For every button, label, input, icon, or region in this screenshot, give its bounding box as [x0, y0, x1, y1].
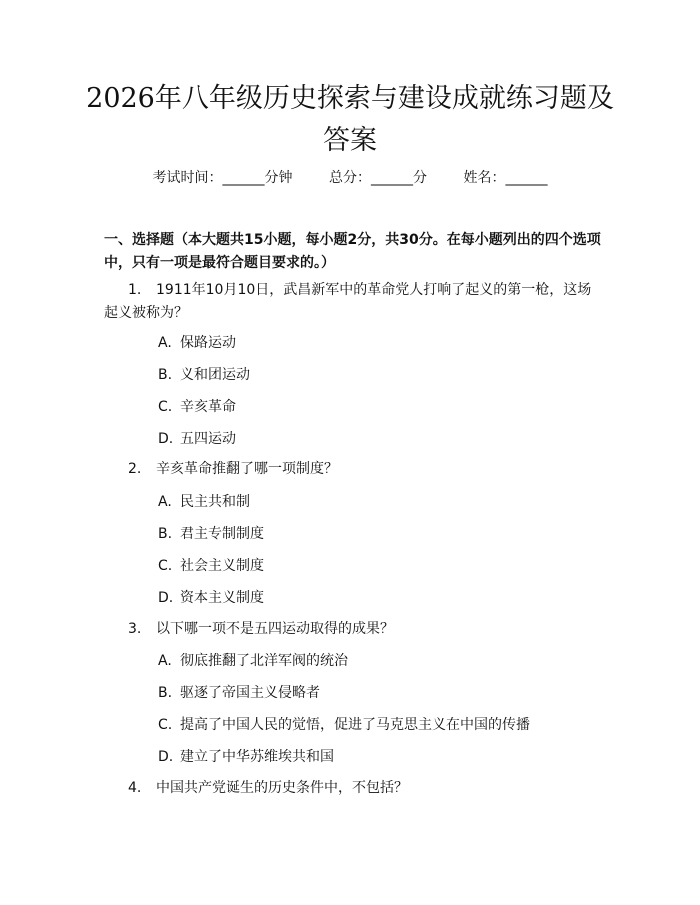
option-letter: D.	[158, 431, 174, 447]
question-number: 1.	[128, 282, 142, 298]
option-text: 资本主义制度	[180, 590, 264, 606]
option-text: 义和团运动	[180, 367, 250, 383]
option-letter: C.	[158, 717, 173, 733]
question-1-option-a	[158, 333, 598, 353]
option-text: 保路运动	[180, 335, 236, 351]
question-number: 2.	[128, 461, 142, 477]
page-title	[70, 78, 630, 162]
question-text: 中国共产党诞生的历史条件中，不包括？	[156, 780, 408, 796]
option-text: 彻底推翻了北洋军阀的统治	[180, 653, 348, 669]
option-text: 社会主义制度	[180, 558, 264, 574]
question-2-option-d	[158, 588, 598, 608]
question-number: 3.	[128, 621, 142, 637]
question-4	[104, 777, 600, 800]
question-1	[104, 279, 600, 325]
option-text: 辛亥革命	[180, 399, 236, 415]
total-score-field: 总分：______分	[329, 170, 427, 186]
question-2-option-a	[158, 492, 598, 512]
option-letter: B.	[158, 526, 173, 542]
question-2-option-b	[158, 524, 598, 544]
option-text: 民主共和制	[180, 494, 250, 510]
question-text: 1911年10月10日，武昌新军中的革命党人打响了起义的第一枪，这场起义被称为？	[104, 282, 592, 321]
option-letter: C.	[158, 399, 173, 415]
question-3	[104, 618, 600, 641]
option-text: 五四运动	[180, 431, 236, 447]
student-name-field: 姓名：______	[463, 170, 548, 186]
question-1-option-b	[158, 365, 598, 385]
question-text: 以下哪一项不是五四运动取得的成果？	[156, 621, 394, 637]
option-letter: D.	[158, 749, 174, 765]
option-letter: B.	[158, 685, 173, 701]
question-3-option-a	[158, 651, 598, 671]
option-letter: A.	[158, 653, 172, 669]
question-2	[104, 458, 600, 481]
option-text: 驱逐了帝国主义侵略者	[180, 685, 320, 701]
question-1-option-d	[158, 429, 598, 449]
option-letter: A.	[158, 494, 172, 510]
exam-meta	[0, 168, 700, 188]
title-line-1: 2026年八年级历史探索与建设成就练习题及	[86, 83, 614, 114]
title-line-2: 答案	[323, 125, 377, 156]
question-3-option-b	[158, 683, 598, 703]
question-text: 辛亥革命推翻了哪一项制度？	[156, 461, 338, 477]
section-heading: 一、选择题（本大题共15小题，每小题2分，共30分。在每小题列出的四个选项中，只有一项是最符合题目要求的。）	[104, 232, 601, 271]
option-text: 提高了中国人民的觉悟，促进了马克思主义在中国的传播	[180, 717, 530, 733]
exam-time-field: 考试时间：______分钟	[152, 170, 293, 186]
option-letter: D.	[158, 590, 174, 606]
question-2-option-c	[158, 556, 598, 576]
question-number: 4.	[128, 780, 142, 796]
option-text: 建立了中华苏维埃共和国	[180, 749, 334, 765]
question-1-option-c	[158, 397, 598, 417]
question-3-option-c	[158, 715, 598, 735]
question-3-option-d	[158, 747, 598, 767]
option-text: 君主专制制度	[180, 526, 264, 542]
option-letter: B.	[158, 367, 173, 383]
option-letter: A.	[158, 335, 172, 351]
option-letter: C.	[158, 558, 173, 574]
